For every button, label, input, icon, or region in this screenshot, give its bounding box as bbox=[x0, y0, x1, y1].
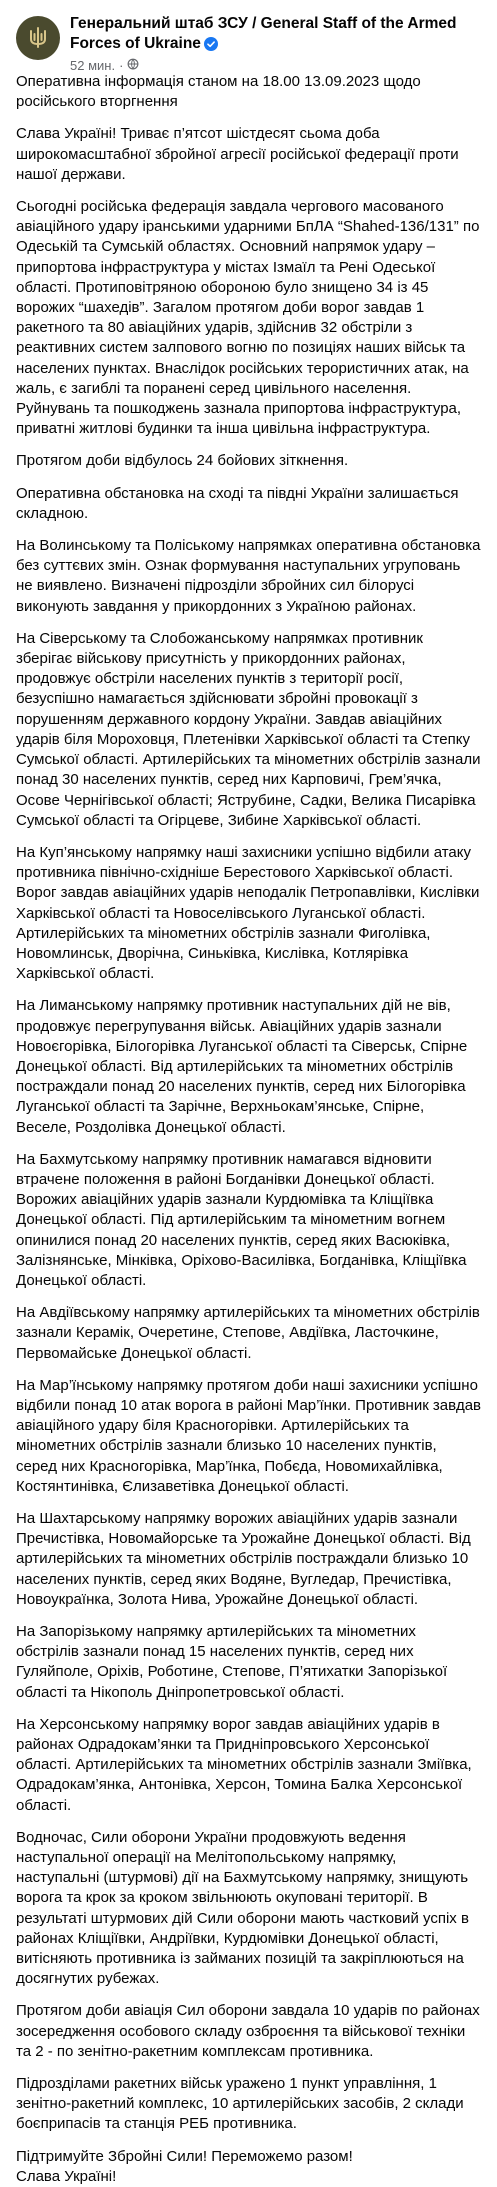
post-paragraph: На Бахмутському напрямку противник намагався відновити втрачене положення в районі Богданівки Донецької області. Ворожих авіаційних ударів зазнали Курдюмівка та Кліщіївка Донецької області. Під артилерійським та мінометним вогнем опинилися понад 20 населених пунктів, серед яких Васюківка, Залізнянське, Мінківка, Оріхово-Василівка, Богданівка, Кліщіївка Донецької області. bbox=[16, 1150, 467, 1289]
post-paragraph: Підтримуйте Збройні Сили! Переможемо разом! Слава Україні! bbox=[16, 2147, 353, 2185]
post-paragraph: На Сіверському та Слобожанському напрямках противник зберігає військову присутність у прикордонних районах, продовжує обстріли населених пунктів з території росії, безуспішно намагається здійснювати збройні провокації з порушенням державного кордону України. Завдав авіаційних ударів біля Мороховця, Плетенівки Харківської області та Степку Сумської області. Артилерійських та мінометних обстрілів зазнали понад 30 населених пунктів, серед них Карповичі, Грем’ячка, Осове Чернігівської області; Яструбине, Садки, Велика Писарівка Сумської області та Огірцеве, Зибине Харківської області. bbox=[16, 629, 481, 829]
avatar[interactable] bbox=[16, 16, 60, 60]
post-paragraph: На Мар’їнському напрямку протягом доби наші захисники успішно відбили понад 10 атак ворога в районі Мар’їнки. Противник завдав авіаційного удару біля Красногорівки. Артилерійських та мінометних обстрілів зазнали близько 10 населених пунктів, серед них Красногорівка, Мар’їнка, Побєда, Новомихайлівка, Костянтинівка, Єлизаветівка Донецької області. bbox=[16, 1376, 482, 1495]
post-body bbox=[16, 72, 481, 2187]
post-paragraph: На Авдіївському напрямку артилерійських та мінометних обстрілів зазнали Керамік, Очеретине, Степове, Авдіївка, Ласточкине, Первомайське Донецької області. bbox=[16, 1304, 480, 1362]
post-paragraph: На Херсонському напрямку ворог завдав авіаційних ударів в районах Одрадокам’янки та Придніпровського Херсонської області. Артилерійських та мінометних обстрілів зазнали Зміївка, Одрадокам’янка, Антонівка, Херсон, Томина Балка Херсонської області. bbox=[16, 1715, 472, 1814]
post-timestamp[interactable]: 52 мин. bbox=[70, 58, 116, 73]
post-paragraph: Слава Україні! Триває п’ятсот шістдесят сьома доба широкомасштабної збройної агресії російської федерації проти нашої держави. bbox=[16, 125, 459, 183]
author-block bbox=[70, 14, 481, 75]
verified-badge-icon bbox=[204, 37, 218, 57]
post-paragraph: Протягом доби авіація Сил оборони завдала 10 ударів по районах зосередження особового складу озброєння та військової техніки та 2 - по зенітно-ракетним комплексам противника. bbox=[16, 2002, 480, 2060]
post-paragraph: Сьогодні російська федерація завдала чергового масованого авіаційного удару іранськими ударними БпЛА “Shahed-136/131” по Одеській та Сумській областях. Основний напрямок удару – припортова інфраструктура у містах Ізмаїл та Рені Одеської області. Протиповітряною обороною було знищено 34 із 45 ворожих “шахедів”. Загалом протягом доби ворог завдав 1 ракетного та 80 авіаційних ударів, здійснив 32 обстріли з реактивних систем залпового вогню по позиціях наших військ та населених пунктах. Внаслідок російських терористичних атак, на жаль, є загиблі та поранені серед цивільного населення. Руйнувань та пошкоджень зазнала припортова інфраструктура, приватні житлові будинки та інша цивільна інфраструктура. bbox=[16, 198, 480, 438]
post-paragraph: На Шахтарському напрямку ворожих авіаційних ударів зазнали Пречистівка, Новомайорське та Урожайне Донецької області. Від артилерійських та мінометних обстрілів постраждали близько 10 населених пунктів, серед яких Водяне, Вугледар, Пречистівка, Новоукраїнка, Золота Нива, Урожайне Донецької області. bbox=[16, 1510, 471, 1608]
trident-emblem-icon bbox=[25, 25, 51, 51]
post-paragraph: Протягом доби відбулось 24 бойових зіткнення. bbox=[16, 452, 349, 470]
post-paragraph: На Волинському та Поліському напрямках оперативна обстановка без суттєвих змін. Ознак формування наступальних угруповань не виявлено. Визначені підрозділи збройних сил білорусі виконують завдання у прикордонних з Україною районах. bbox=[16, 537, 481, 615]
post-paragraph: Оперативна інформація станом на 18.00 13.09.2023 щодо російського вторгнення bbox=[16, 73, 421, 111]
author-name-link[interactable] bbox=[70, 14, 481, 57]
post-paragraph: Оперативна обстановка на сході та півдні України залишається складною. bbox=[16, 484, 459, 522]
post-paragraph: На Запорізькому напрямку артилерійських та мінометних обстрілів зазнали понад 15 населених пунктів, серед них Гуляйполе, Оріхів, Роботине, Степове, П’ятихатки Запорізької області та Нікополь Дніпропетровської області. bbox=[16, 1623, 448, 1701]
post-paragraph: Водночас, Сили оборони України продовжують ведення наступальної операції на Мелітопольському напрямку, наступальні (штурмові) дії на Бахмутському напрямку, знищують ворога та крок за кроком звільнюють окуповані території. В результаті штурмових дій Сили оборони мають частковий успіх в районах Кліщіївки, Андріївки, Курдюмівки Донецької області, витісняють противника із займаних позицій та закріплюються на досягнутих рубежах. bbox=[16, 1828, 469, 1988]
post-paragraph: На Куп’янському напрямку наші захисники успішно відбили атаку противника північно-східніше Берестового Харківської області. Ворог завдав авіаційних ударів неподалік Петропавлівки, Кислівки Харківської області та Новоселівського Луганської області. Артилерійських та мінометних обстрілів зазнали Фиголівка, Новомлинськ, Дворічна, Синьківка, Кислівка, Котлярівка Харківської області. bbox=[16, 843, 480, 983]
post-header bbox=[16, 14, 481, 72]
post-paragraph: Підрозділами ракетних військ уражено 1 пункт управління, 1 зенітно-ракетний комплекс, 10 артилерійських засобів, 2 склади боєприпасів та станція РЕБ противника. bbox=[16, 2075, 464, 2133]
post-paragraph: На Лиманському напрямку противник наступальних дій не вів, продовжує перегрупування військ. Авіаційних ударів зазнали Новоєгорівка, Білогорівка Луганської області та Сіверськ, Спірне Донецької області. Від артилерійських та мінометних обстрілів постраждали понад 20 населених пунктів, серед них Білогорівка Луганської області та Зарічне, Верхньокам’янське, Спірне, Веселе, Роздолівка Донецької області. bbox=[16, 997, 468, 1136]
meta-separator: · bbox=[119, 58, 124, 73]
author-name[interactable]: Генеральний штаб ЗСУ / General Staff of the Armed Forces of Ukraine bbox=[70, 15, 457, 52]
